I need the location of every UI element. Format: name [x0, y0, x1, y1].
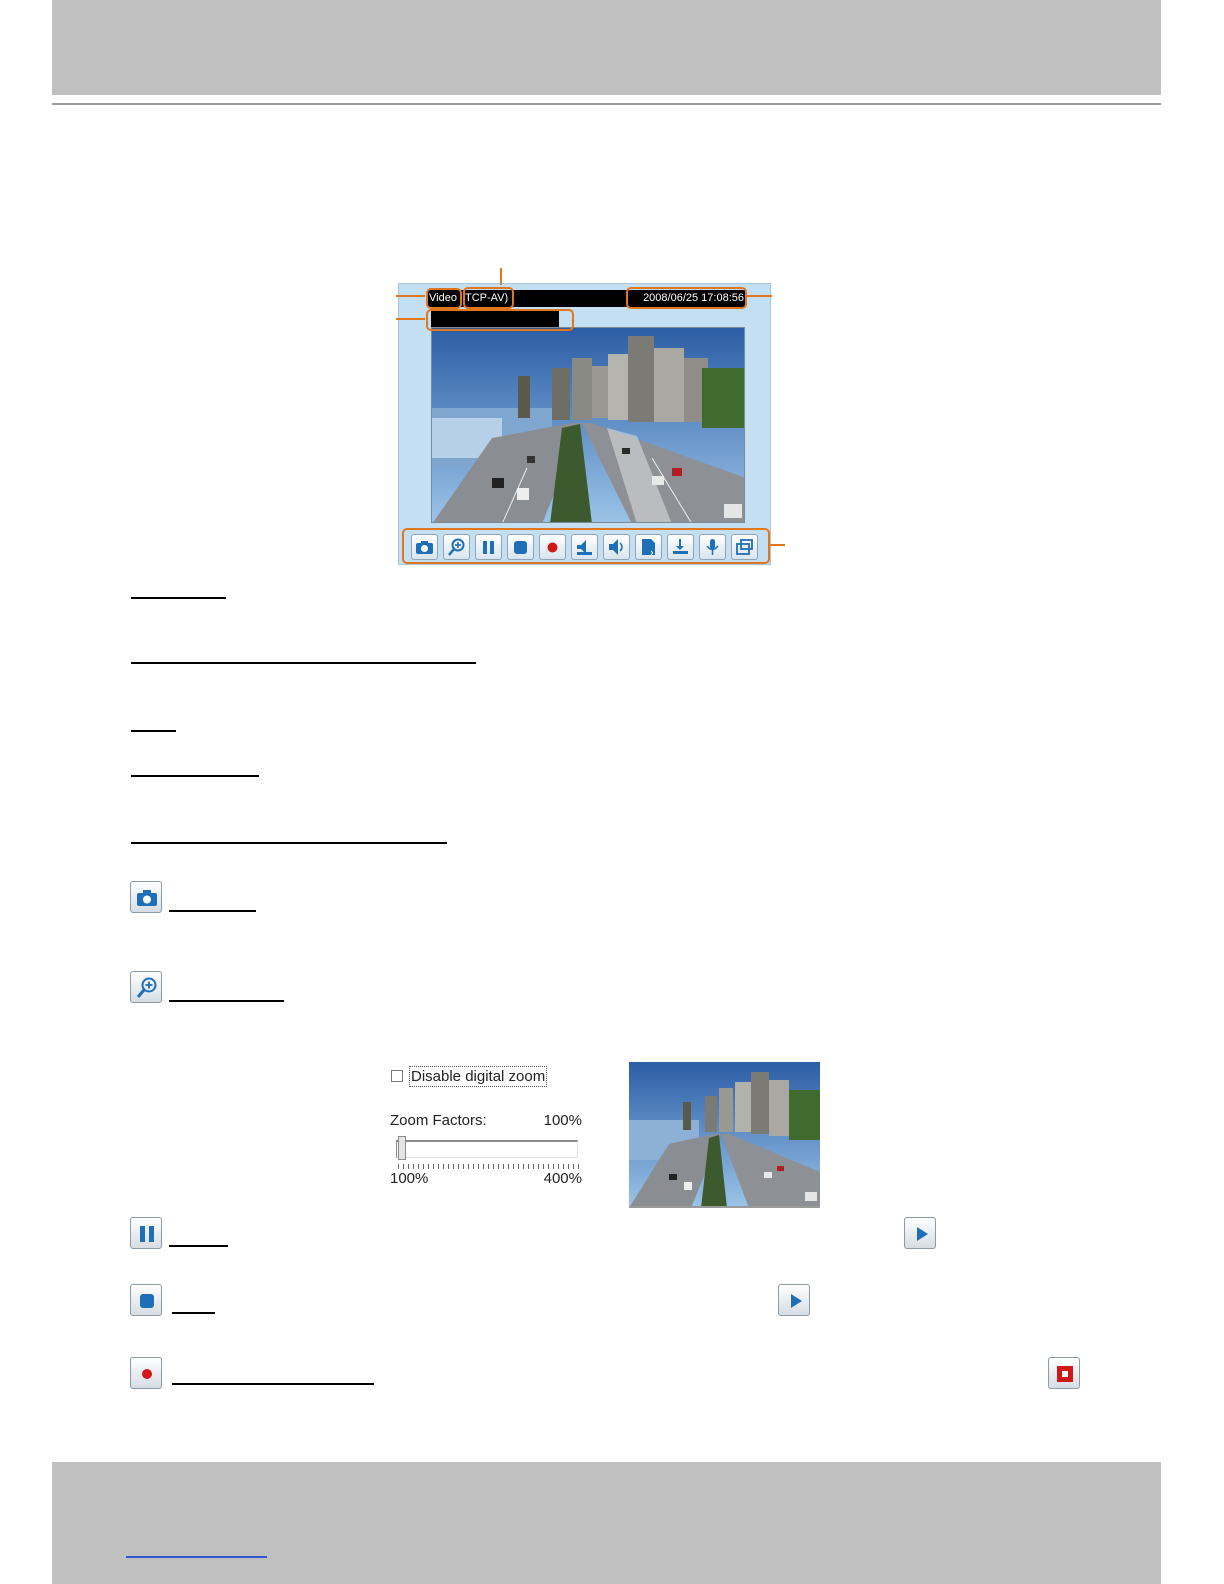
disable-digital-zoom-label[interactable]: Disable digital zoom [411, 1068, 546, 1085]
digital-zoom-doc-button [130, 971, 162, 1003]
zoom-slider-thumb[interactable] [398, 1136, 406, 1160]
footer-link-underline[interactable] [126, 1556, 267, 1558]
video-label-callout-line [396, 295, 425, 297]
stop-recording-doc-button [1048, 1357, 1080, 1389]
zoom-slider-track[interactable] [396, 1140, 578, 1158]
record-doc-button [130, 1357, 162, 1389]
live-video[interactable] [431, 327, 745, 523]
pause-heading [169, 1245, 228, 1247]
section-heading-4 [131, 775, 259, 777]
digital-zoom-heading [169, 1000, 284, 1002]
header-rule [52, 103, 1161, 105]
toolbar-highlight [402, 528, 770, 564]
toolbar-callout-line [770, 544, 785, 546]
zoom-preview-image [629, 1062, 820, 1208]
timestamp-label: 2008/06/25 17:08:56 [643, 292, 744, 304]
digital-zoom-icon [136, 977, 158, 999]
record-heading [172, 1383, 374, 1385]
video-label-highlight [426, 288, 462, 309]
section-heading-5 [131, 842, 447, 844]
footer-band [52, 1462, 1161, 1584]
record-icon [136, 1363, 158, 1385]
play-icon [910, 1223, 932, 1245]
stop-icon [136, 1290, 158, 1312]
zoom-slider-ticks [398, 1164, 580, 1169]
pause-doc-button [130, 1217, 162, 1249]
header-band [52, 0, 1161, 95]
video-label: Video [429, 292, 457, 304]
highway-thumbnail-image [629, 1062, 820, 1208]
timestamp-highlight [626, 287, 747, 309]
play-icon [784, 1290, 806, 1312]
section-heading-3 [131, 730, 176, 732]
stop-heading [172, 1312, 215, 1314]
protocol-label: TCP-AV) [465, 292, 509, 304]
section-heading-1 [131, 597, 226, 599]
title-callout-line [396, 318, 425, 320]
pause-icon [136, 1223, 158, 1245]
play-doc-button [778, 1284, 810, 1316]
stop-recording-icon [1054, 1363, 1076, 1385]
zoom-slider-min-label: 100% [390, 1170, 429, 1187]
timestamp-callout-line [746, 295, 772, 297]
live-view-window [398, 283, 771, 565]
digital-zoom-panel [388, 1066, 588, 1192]
snapshot-doc-button [130, 881, 162, 913]
zoom-factor-value: 100% [543, 1112, 582, 1129]
snapshot-heading [169, 910, 256, 912]
title-highlight [426, 309, 574, 331]
zoom-factors-label: Zoom Factors: [390, 1112, 487, 1129]
stop-doc-button [130, 1284, 162, 1316]
resume-doc-button [904, 1217, 936, 1249]
protocol-callout-line [500, 268, 502, 285]
snapshot-icon [136, 887, 158, 909]
zoom-slider-max-label: 400% [543, 1170, 582, 1187]
section-heading-2 [131, 662, 476, 664]
highway-scene-image [432, 328, 745, 523]
protocol-highlight [463, 287, 514, 309]
disable-digital-zoom-checkbox[interactable] [391, 1070, 403, 1082]
